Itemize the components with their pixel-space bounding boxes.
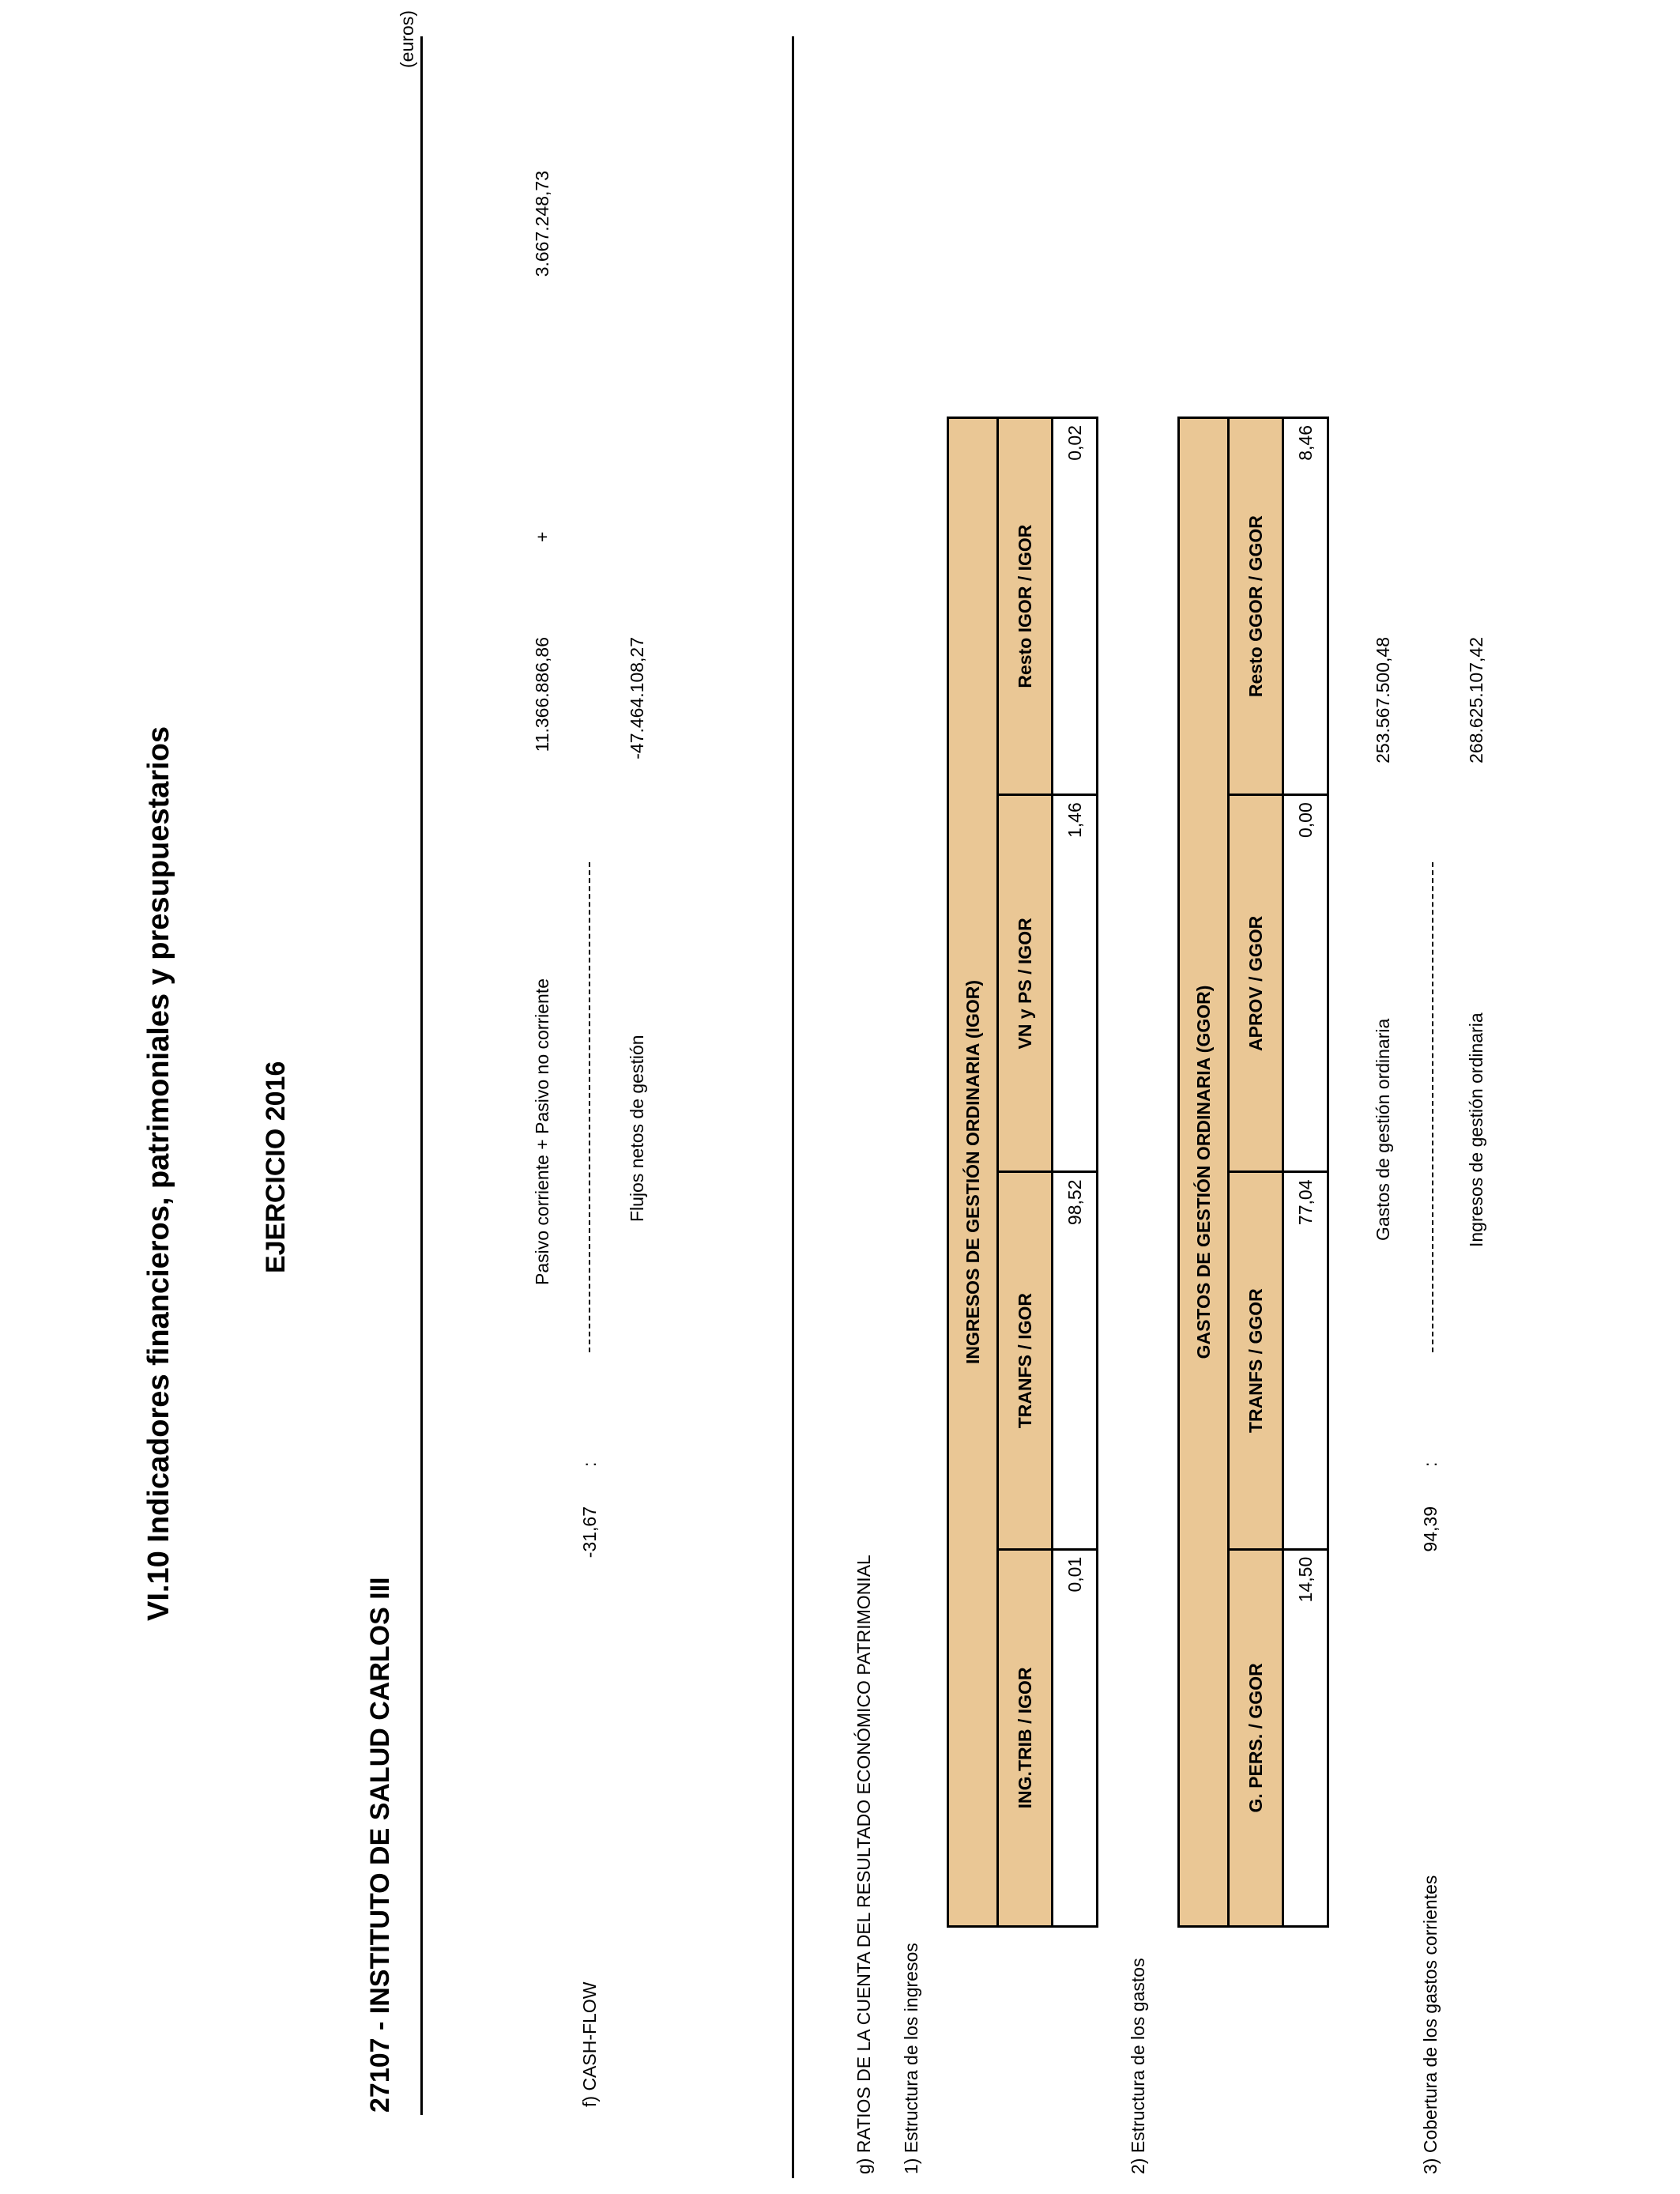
cashflow-numerator-b: 3.667.248,73: [532, 171, 552, 277]
cashflow-denominator-value: -47.464.108,27: [627, 637, 647, 760]
cashflow-denominator-label: Flujos netos de gestión: [627, 1035, 647, 1222]
income-group-header: INGRESOS DE GESTIÓN ORDINARIA (IGOR): [948, 418, 998, 1927]
cashflow-numerator-a: 11.366.886,86: [532, 637, 552, 752]
coverage-value: 94,39: [1420, 1506, 1441, 1552]
cashflow-numerator-label: Pasivo corriente + Pasivo no corriente: [532, 978, 552, 1285]
cashflow-fraction-line: [589, 862, 590, 1352]
expense-structure-table: [1177, 417, 1329, 1928]
income-structure-label: 1) Estructura de los ingresos: [901, 1943, 921, 2174]
expense-cell: 0,00: [1283, 795, 1328, 1172]
entity-name: 27107 - INSTITUTO DE SALUD CARLOS III: [365, 1577, 395, 2113]
income-cell: 0,01: [1053, 1549, 1098, 1926]
income-col-header: TRANFS / IGOR: [998, 1172, 1053, 1549]
expense-group-header: GASTOS DE GESTIÓN ORDINARIA (GGOR): [1179, 418, 1229, 1927]
section-rule: [792, 36, 794, 2178]
expense-col-header: TRANFS / GGOR: [1229, 1172, 1283, 1549]
income-col-header: Resto IGOR / IGOR: [998, 418, 1053, 795]
section-g-title: g) RATIOS DE LA CUENTA DEL RESULTADO ECONÓMICO PATRIMONIAL: [853, 1555, 874, 2174]
page-title: VI.10 Indicadores financieros, patrimoniales y presupuestarios: [142, 726, 175, 1621]
income-col-header: VN y PS / IGOR: [998, 795, 1053, 1172]
income-structure-table: [947, 417, 1098, 1928]
coverage-label: 3) Cobertura de los gastos corrientes: [1420, 1875, 1441, 2174]
income-col-header: ING.TRIB / IGOR: [998, 1549, 1053, 1926]
expense-col-header: APROV / GGOR: [1229, 795, 1283, 1172]
cashflow-colon: :: [579, 1461, 600, 1467]
expense-structure-label: 2) Estructura de los gastos: [1128, 1958, 1148, 2174]
income-cell: 98,52: [1053, 1172, 1098, 1549]
cashflow-label: f) CASH-FLOW: [579, 1981, 600, 2107]
expense-cell: 8,46: [1283, 418, 1328, 795]
coverage-fraction-line: [1432, 862, 1433, 1352]
cashflow-plus: +: [532, 531, 552, 542]
expense-col-header: G. PERS. / GGOR: [1229, 1549, 1283, 1926]
expense-cell: 14,50: [1283, 1549, 1328, 1926]
cashflow-value: -31,67: [579, 1506, 600, 1559]
units-label: (euros): [397, 10, 417, 68]
income-cell: 1,46: [1053, 795, 1098, 1172]
coverage-numerator-label: Gastos de gestión ordinaria: [1373, 1018, 1393, 1241]
coverage-colon: :: [1420, 1461, 1441, 1467]
exercise-title: EJERCICIO 2016: [261, 1061, 291, 1273]
header-rule-top: [420, 36, 423, 2115]
coverage-denominator-label: Ingresos de gestión ordinaria: [1466, 1012, 1486, 1247]
income-cell: 0,02: [1053, 418, 1098, 795]
coverage-numerator-value: 253.567.500,48: [1373, 637, 1393, 763]
expense-col-header: Resto GGOR / GGOR: [1229, 418, 1283, 795]
expense-cell: 77,04: [1283, 1172, 1328, 1549]
coverage-denominator-value: 268.625.107,42: [1466, 637, 1486, 763]
